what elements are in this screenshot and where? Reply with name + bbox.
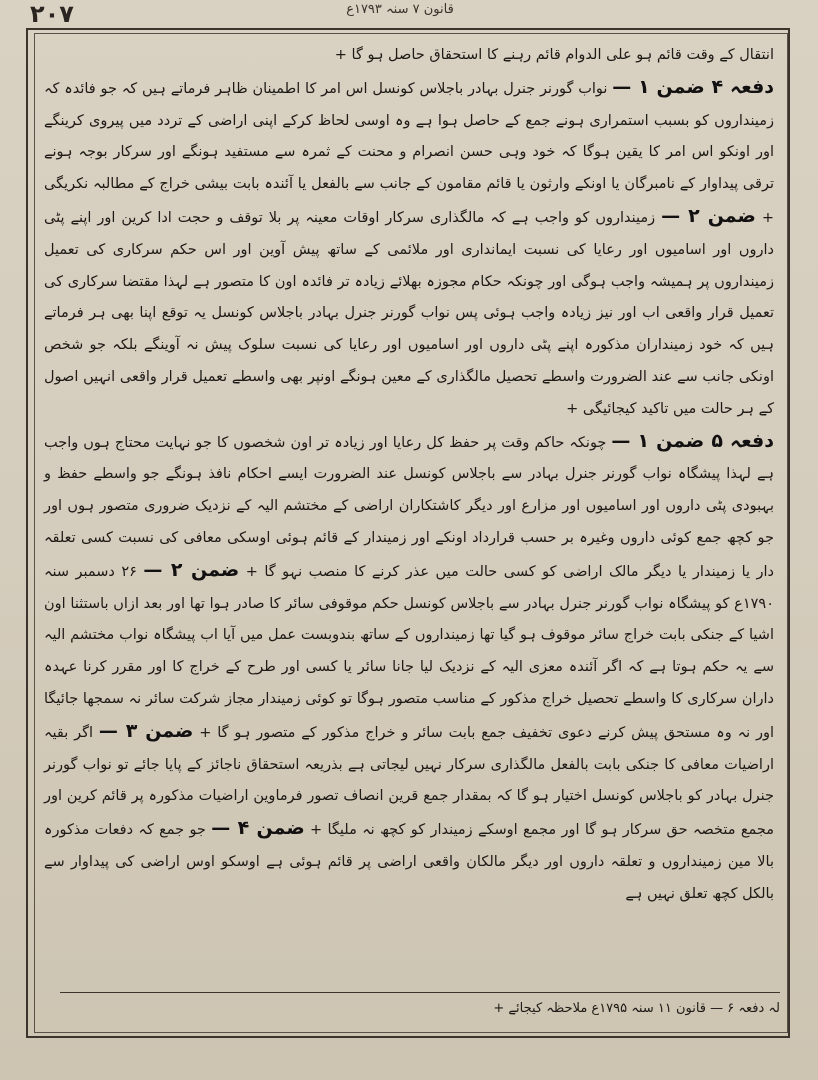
paragraph-text: نواب گورنر جنرل بہادر باجلاس کونسل اس امر کا اطمینان ظاہر فرماتے ہیں کہ جو فائدہ کہ زمینداروں کو بسبب استمراری ہونے جمع کے حاصل ہوا ہے وہ اوسی لحاظ کرکے اپنی اراضی کے تردد میں پیروی کرینگے اور اونکو اس امر کا یقین ہوگا کہ خود وہی حسن انصرام و محنت کے ثمرہ سے مستفید ہونگے اور سرکار بوجہ ہونے ترقی پیداوار کے نامبرگان یا اونکے وارثون یا قائم مقامون کے جانب سے بالفعل یا آئندہ بابت بیشی خراج کے مطالبہ نکریگی + <box>44 80 775 226</box>
section-heading: ضمن ۲ — <box>661 204 756 227</box>
footnote: لہ دفعہ ۶ — قانون ۱۱ سنہ ۱۷۹۵ع ملاحظہ کیجائے + <box>493 1001 780 1016</box>
section-heading: ضمن ۴ — <box>211 817 305 840</box>
paragraph-continuation <box>44 40 774 72</box>
body-text <box>44 40 774 1020</box>
page-number: ۲۰۷ <box>30 0 74 28</box>
paragraph-text: انتقال کے وقت قائم ہو علی الدوام قائم رہنے کا استحقاق حاصل ہو گا + <box>334 47 774 63</box>
section-heading: دفعہ ۵ ضمن ۱ — <box>611 429 774 452</box>
paragraph-text: زمینداروں کو واجب ہے کہ مالگذاری سرکار اوقات معینہ پر بلا توقف و حجت ادا کرین اور اپنے پٹی داروں اور اسامیوں اور رعایا کی نسبت ایمانداری اور ملائمی کے ساتھ پیش آوین اور اس حکم سرکاری کی تعمیل زمینداروں پر ہمیشہ واجب ہوگی اور چونکہ حکام مجوزہ بھلائے زیادہ تر فائدہ اون کا متصور ہے لہذا مقتضا سرکاری کی تعمیل قرار واقعی اب اور نیز زیادہ واجب ہوئی پس نواب گورنر جنرل بہادر باجلاس کونسل یہ توقع اپنا بھی ہر فرماتے ہیں کہ خود زمینداران مذکورہ اپنے پٹی داروں اور اسامیوں اور رعایا کی نسبت سلوک پیش نہ آوینگے بلکہ جو شخص اونکی جانب سے عند الضرورت واسطے تحصیل مالگذاری کے معین ہونگے اونپر بھی واسطے تعمیل قرار واقعی انہیں اصول کے ہر حالت میں تاکید کیجائیگی + <box>44 209 774 417</box>
section-heading: ضمن ۳ — <box>98 719 194 742</box>
paragraph-text: ۲۶ دسمبر سنہ ۱۷۹۰ع کو پیشگاہ نواب گورنر جنرل بہادر سے باجلاس کونسل حکم موقوفی سائر کا صادر ہوا تھا اور بعد ازاں باستثنا اون اشیا کے جنکی بابت خراج سائر موقوف ہو گیا تھا زمینداروں کے ساتھ بندوبست عمل میں آیا اب پیشگاہ نواب مختشم الیہ سے یہ حکم ہوتا ہے کہ اگر آئندہ معزی الیہ کے نزدیک لیا جانا سائر یا کسی اور طرح کے خراج کا اور مقرر کرنا عہدہ داران سرکاری کا واسطے تحصیل خراج مذکور کے مناسب متصور ہوگا تو کوئی زمیندار مجاز شرکت سائر نہ سمجھا جائیگا اور نہ وہ مستحق پیش کرنے دعوی تخفیف جمع بابت سائر و خراج مذکور کے متصور ہو گا + <box>44 563 774 741</box>
footnote-divider <box>60 992 780 993</box>
paragraph-text: چونکہ حاکم وقت پر حفظ کل رعایا اور زیادہ تر اون شخصوں کا جو نہایت محتاج ہوں واجب ہے لہذا پیشگاہ نواب گورنر جنرل بہادر سے باجلاس کونسل عند الضرورت ایسے احکام نافذ ہونگے جو واسطے حفظ و بہبودی پٹی داروں اور اسامیوں اور مزارع اور دیگر کاشتکاران اراضی کے مختشم الیہ کے نزدیک ضروری متصور ہوں اور جو کچھ جمع کوئی داروں وغیرہ بر حسب قرارداد اونکے اور زمیندار کے قائم ہوئی اوسکی معافی کی نسبت کسی تعلقہ دار یا زمیندار یا دیگر مالک اراضی کو کسی حالت میں عذر کرنے کا منصب نہو گا + <box>44 434 774 580</box>
running-head: قانون ۷ سنہ ۱۷۹۳ع <box>346 2 454 17</box>
section-heading: ضمن ۲ — <box>143 558 240 581</box>
paragraph-text: جو جمع کہ دفعات مذکورہ بالا مین زمینداروں و تعلقہ داروں اور دیگر مالکان واقعی اراضی پر قائم ہوئی ہے اوسکو اوس اراضی کی پیداوار سے بالکل کچھ تعلق نہیں ہے <box>44 822 774 902</box>
section-5-clause-1 <box>44 426 774 911</box>
section-heading: دفعہ ۴ ضمن ۱ — <box>612 75 775 98</box>
section-4-clause-1 <box>44 72 774 426</box>
paragraph-text: اگر بقیہ اراضیات معافی کا جنکی بابت بالفعل مالگذاری سرکار نہیں لیجاتی ہے بذریعہ استحقاق ناجائز کے پایا جائے تو نواب گورنر جنرل بہادر کو باجلاس کونسل اختیار ہو گا کہ بمقدار جمع قرین انصاف تصور فرماوین اراضیات مذکورہ پر قائم کرین اور مجمع متخصہ حق سرکار ہو گا اور مجمع اوسکے زمیندار کو کچھ نہ ملیگا + <box>44 724 775 839</box>
